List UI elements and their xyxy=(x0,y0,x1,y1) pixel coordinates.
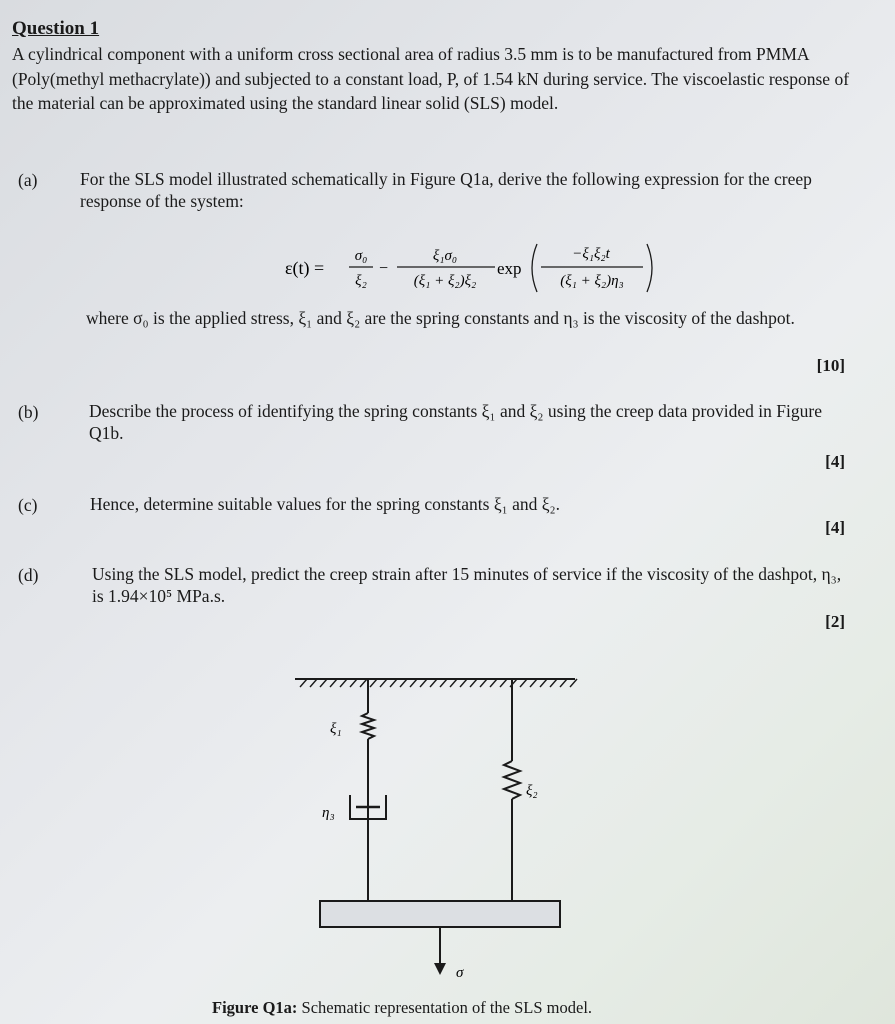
eq-frac1-num: σ₀ xyxy=(354,248,368,264)
load-plate xyxy=(320,901,560,927)
sls-schematic-figure xyxy=(280,665,600,985)
figure-caption xyxy=(212,998,592,1018)
spring-xi1 xyxy=(362,713,374,739)
caption-prefix: Figure Q1a: xyxy=(212,998,298,1017)
ceiling-hatch xyxy=(300,679,577,687)
question-title: Question 1 xyxy=(12,18,100,39)
part-b-label: (b) xyxy=(18,402,39,422)
part-a-marks: [10] xyxy=(816,356,845,375)
part-a-text: For the SLS model illustrated schematically in Figure Q1a, derive the following expression for the creep response of the system: xyxy=(80,169,812,211)
eq-lhs: ε(t) = xyxy=(285,258,325,278)
label-sigma: σ xyxy=(456,965,464,981)
creep-equation xyxy=(285,238,675,298)
eq-frac3-num: −ξ₁ξ₂t xyxy=(572,246,610,262)
part-a-label: (a) xyxy=(18,170,38,190)
part-b-text: Describe the process of identifying the spring constants ξ₁ and ξ₂ using the creep data provided in Figure Q1b. xyxy=(89,401,822,443)
part-c-marks: [4] xyxy=(825,518,845,537)
load-arrow-head xyxy=(434,963,446,975)
part-d-marks: [2] xyxy=(825,612,845,631)
caption-text: Schematic representation of the SLS model. xyxy=(297,998,593,1017)
eq-frac2-num: ξ₁σ₀ xyxy=(432,248,458,264)
eq-frac1-den: ξ₂ xyxy=(355,273,367,289)
intro-paragraph: A cylindrical component with a uniform cross sectional area of radius 3.5 mm is to be manufactured from PMMA (Poly(methyl methacrylate)) and subjected to a constant load, P, of 1.54 kN during service. The viscoelastic response of the material can be approximated using the standard linear solid (SLS) model. xyxy=(12,44,850,113)
eq-minus: − xyxy=(379,260,389,277)
part-a-after: where σ₀ is the applied stress, ξ₁ and ξ₂ are the spring constants and η₃ is the viscosity of the dashpot. xyxy=(86,308,795,328)
label-eta3: η₃ xyxy=(322,805,335,821)
eq-exp: exp xyxy=(497,259,522,278)
label-xi2: ξ₂ xyxy=(526,783,538,799)
part-c-label: (c) xyxy=(18,495,38,515)
part-d-label: (d) xyxy=(18,565,39,585)
part-d-text: Using the SLS model, predict the creep strain after 15 minutes of service if the viscosity of the dashpot, η₃, is 1.94×10⁵ MPa.s. xyxy=(92,564,842,606)
eq-frac3-den: (ξ₁ + ξ₂)η₃ xyxy=(560,273,624,289)
part-b-marks: [4] xyxy=(825,452,845,471)
eq-frac2-den: (ξ₁ + ξ₂)ξ₂ xyxy=(413,273,477,289)
spring-xi2 xyxy=(504,761,520,799)
label-xi1: ξ₁ xyxy=(330,721,342,737)
part-c-text: Hence, determine suitable values for the spring constants ξ₁ and ξ₂. xyxy=(90,494,561,514)
